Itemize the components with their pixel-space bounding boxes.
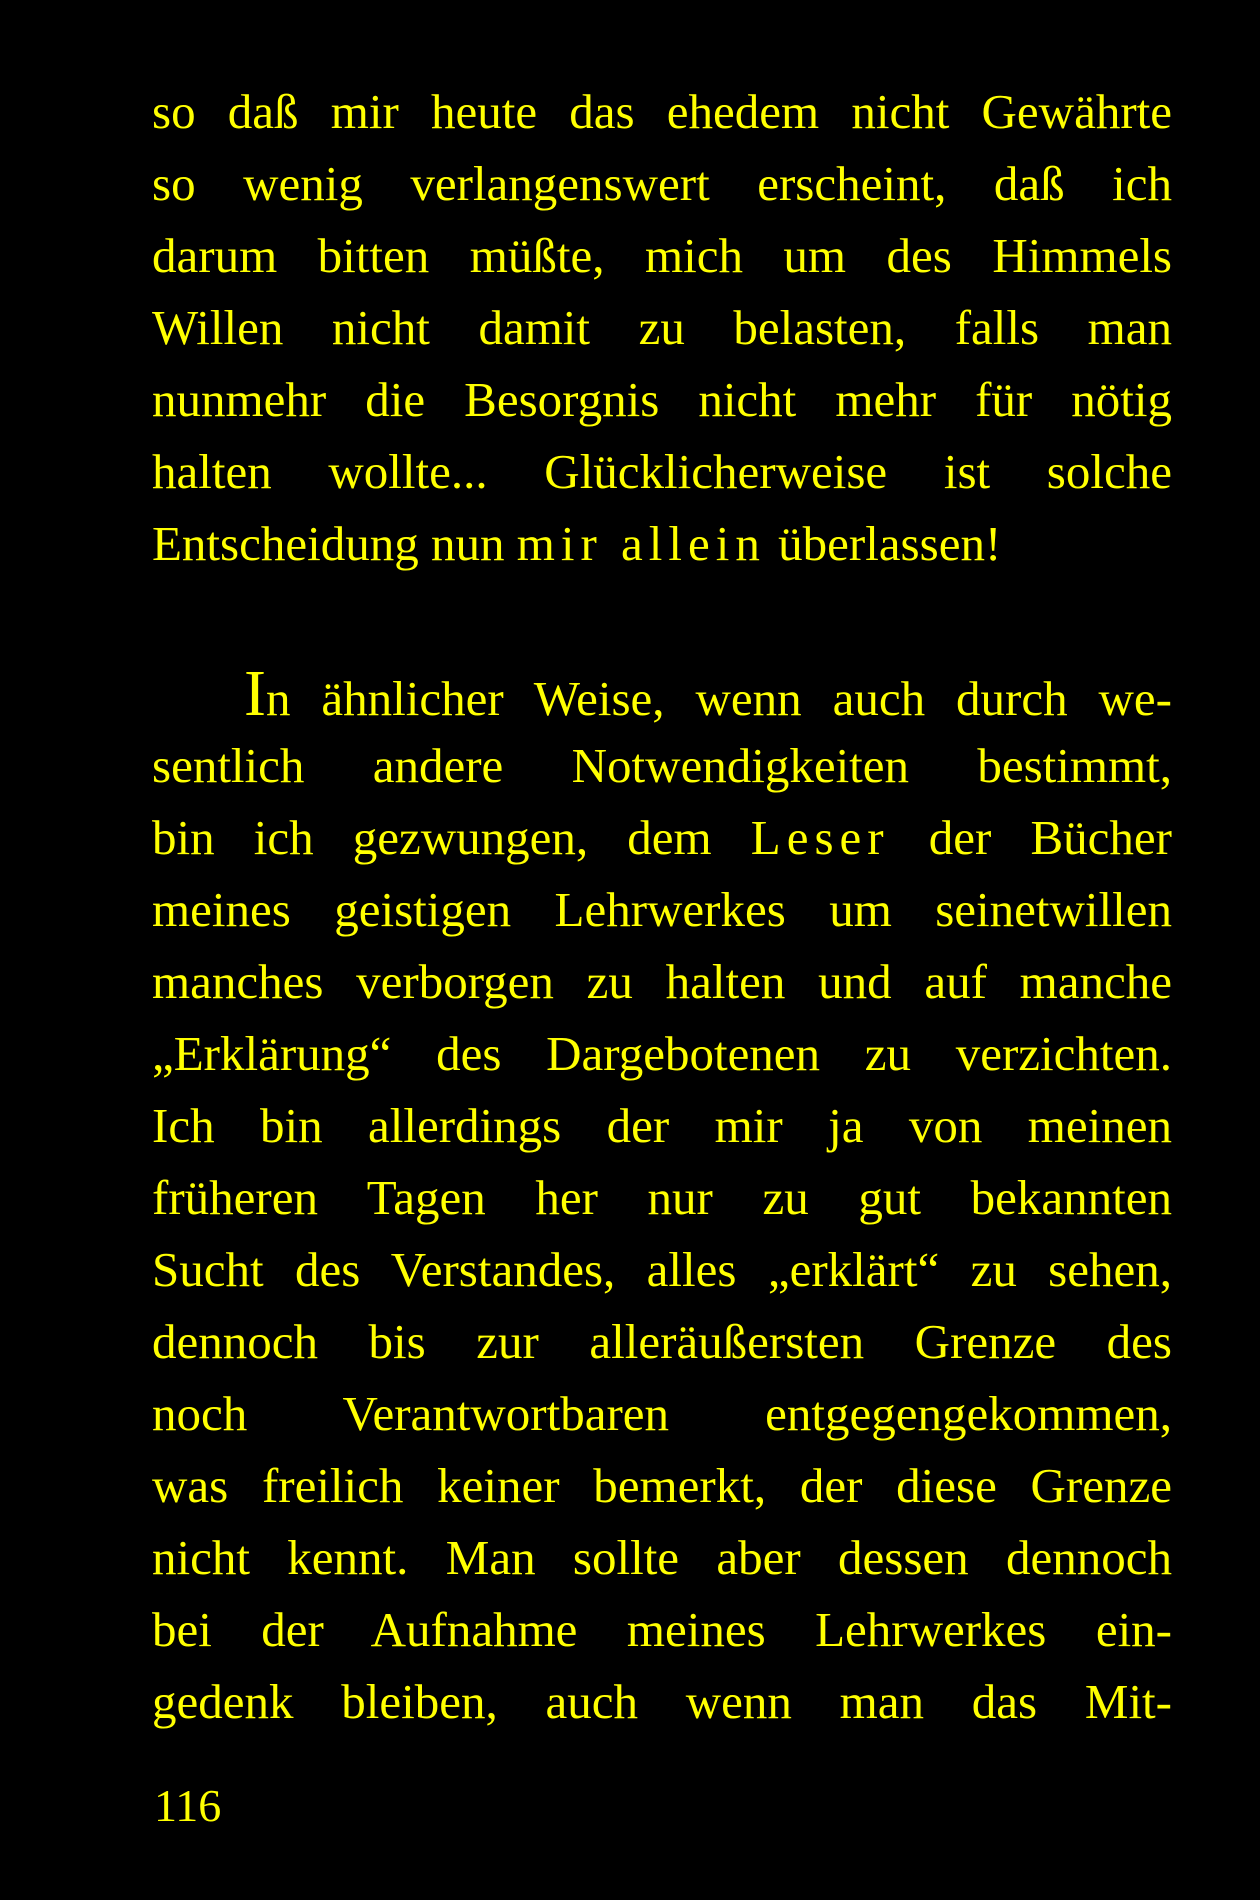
text-segment: überlassen!: [765, 516, 1002, 571]
text-line: sentlich andere Notwendigkeiten bestimmt,: [152, 738, 1172, 793]
text-line: noch Verantwortbaren entgegengekommen,: [152, 1386, 1172, 1441]
text-line: Ich bin allerdings der mir ja von meinen: [152, 1098, 1172, 1153]
text-line: darum bitten müßte, mich um des Himmels: [152, 228, 1172, 283]
text-line: dennoch bis zur alleräußersten Grenze des: [152, 1314, 1172, 1369]
page-number: 116: [154, 1780, 222, 1831]
text-line-first: [152, 658, 1172, 730]
text-line: Sucht des Verstandes, alles „erklärt“ zu sehen,: [152, 1242, 1172, 1297]
text-line: [152, 802, 1172, 874]
text-line: bei der Aufnahme meines Lehrwerkes ein-: [152, 1602, 1172, 1657]
text-line: so daß mir heute das ehedem nicht Gewährte: [152, 84, 1172, 139]
emphasized-text: Leser: [750, 810, 890, 865]
initial-letter: I: [244, 657, 266, 730]
emphasized-text: mir allein: [516, 516, 766, 571]
paragraph-1: [152, 76, 1172, 580]
text-line-last: [152, 508, 1172, 580]
text-segment: n ähnlicher Weise, wenn auch durch we-: [265, 671, 1172, 726]
text-segment: Entscheidung nun: [152, 516, 517, 571]
text-line: so wenig verlangenswert erscheint, daß ich: [152, 156, 1172, 211]
text-segment: bin ich gezwungen, dem: [152, 810, 751, 865]
text-line: „Erklärung“ des Dargebotenen zu verzichten.: [152, 1026, 1172, 1081]
text-line: Willen nicht damit zu belasten, falls man: [152, 300, 1172, 355]
text-line: halten wollte... Glücklicherweise ist solche: [152, 444, 1172, 499]
text-line: manches verborgen zu halten und auf manche: [152, 954, 1172, 1009]
paragraph-2: [152, 658, 1172, 1738]
text-line: meines geistigen Lehrwerkes um seinetwillen: [152, 882, 1172, 937]
text-line: früheren Tagen her nur zu gut bekannten: [152, 1170, 1172, 1225]
text-line: was freilich keiner bemerkt, der diese Grenze: [152, 1458, 1172, 1513]
text-line: nunmehr die Besorgnis nicht mehr für nötig: [152, 372, 1172, 427]
text-line: nicht kennt. Man sollte aber dessen dennoch: [152, 1530, 1172, 1585]
text-segment: der Bücher: [889, 810, 1172, 865]
text-line: gedenk bleiben, auch wenn man das Mit-: [152, 1674, 1172, 1729]
